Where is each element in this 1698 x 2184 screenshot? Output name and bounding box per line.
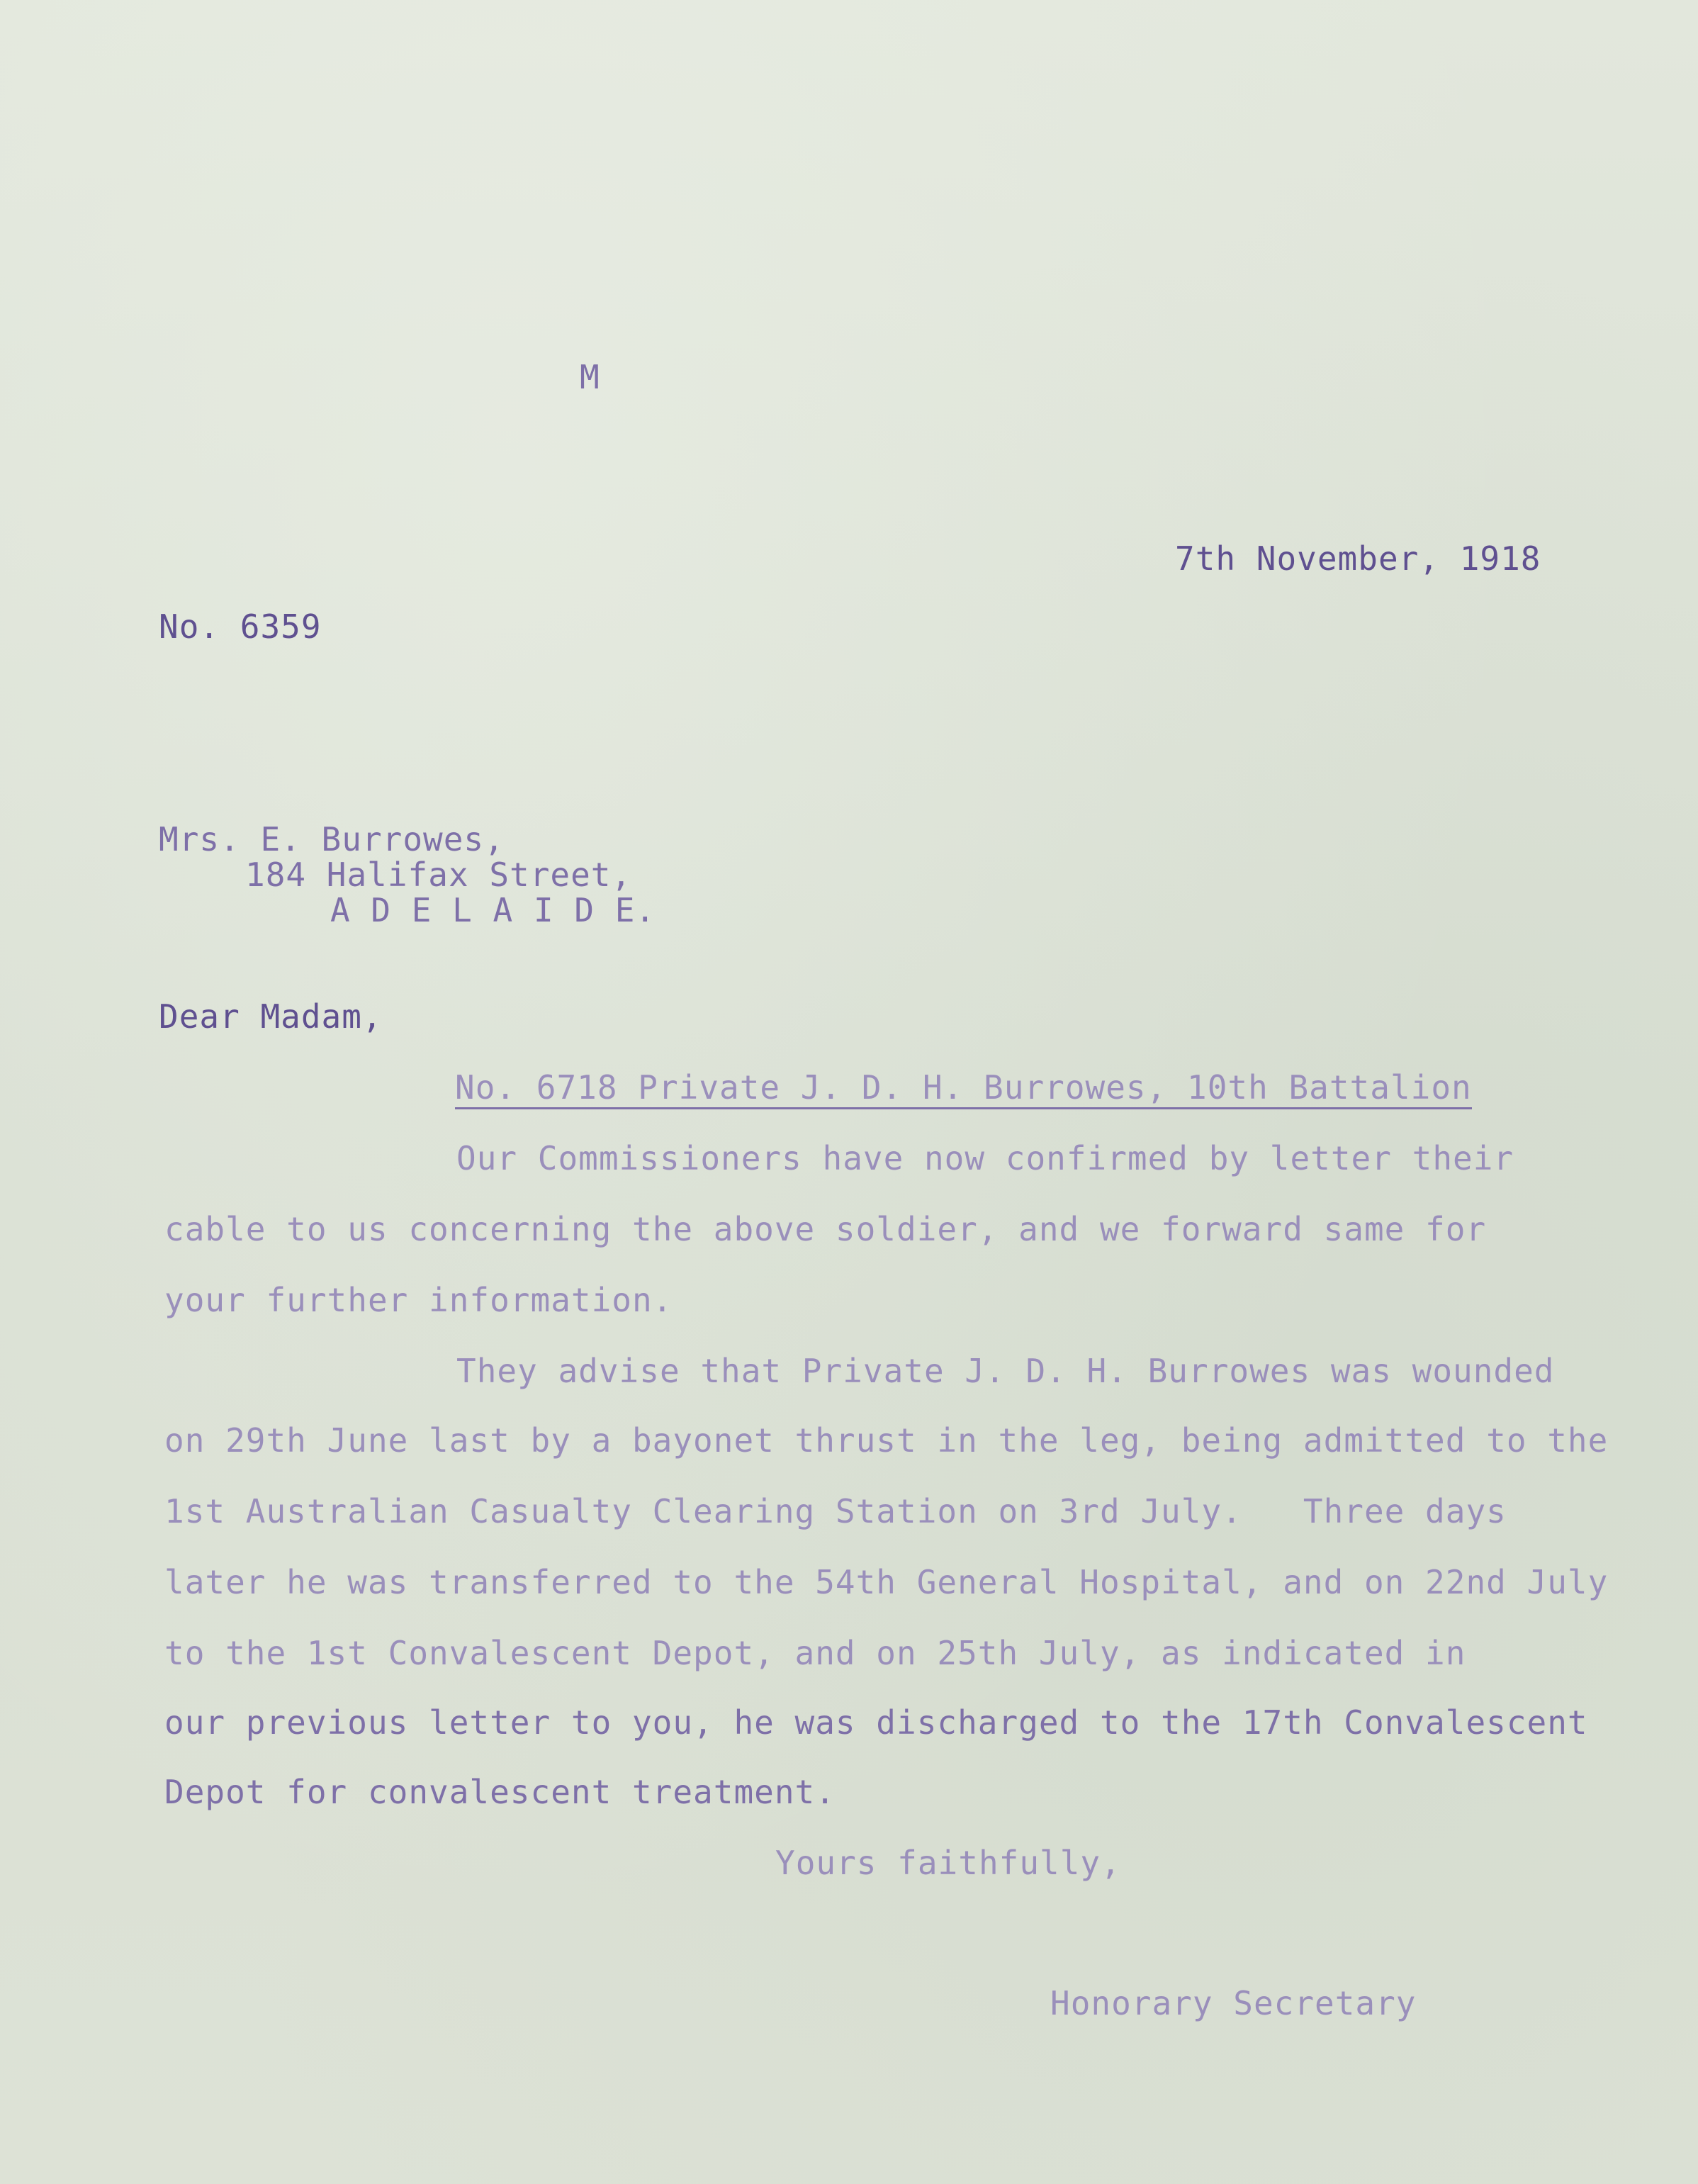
body-line: They advise that Private J. D. H. Burrowes was wounded: [456, 1352, 1555, 1390]
closing: Yours faithfully,: [775, 1844, 1121, 1882]
addressee-city: A D E L A I D E.: [330, 891, 656, 929]
addressee-name: Mrs. E. Burrowes,: [159, 820, 505, 858]
body-line: cable to us concerning the above soldier, and we forward same for: [164, 1210, 1487, 1248]
reference-number: No. 6359: [159, 607, 322, 646]
body-line: your further information.: [164, 1281, 673, 1319]
body-line: our previous letter to you, he was discharged to the 17th Convalescent: [164, 1703, 1588, 1742]
body-line: on 29th June last by a bayonet thrust in the leg, being admitted to the: [164, 1421, 1609, 1460]
addressee-street: 184 Halifax Street,: [245, 856, 632, 894]
body-line: Depot for convalescent treatment.: [164, 1773, 836, 1811]
body-line: 1st Australian Casualty Clearing Station on 3rd July. Three days: [164, 1492, 1507, 1530]
body-line: Our Commissioners have now confirmed by letter their: [456, 1139, 1514, 1177]
body-line: to the 1st Convalescent Depot, and on 25th July, as indicated in: [164, 1634, 1466, 1672]
initial-mark: M: [580, 358, 600, 396]
letter-date: 7th November, 1918: [1175, 539, 1541, 578]
body-line: later he was transferred to the 54th General Hospital, and on 22nd July: [164, 1563, 1609, 1601]
signature-title: Honorary Secretary: [1050, 1984, 1417, 2022]
salutation: Dear Madam,: [159, 997, 383, 1036]
subject-line: No. 6718 Private J. D. H. Burrowes, 10th Battalion: [455, 1069, 1472, 1109]
